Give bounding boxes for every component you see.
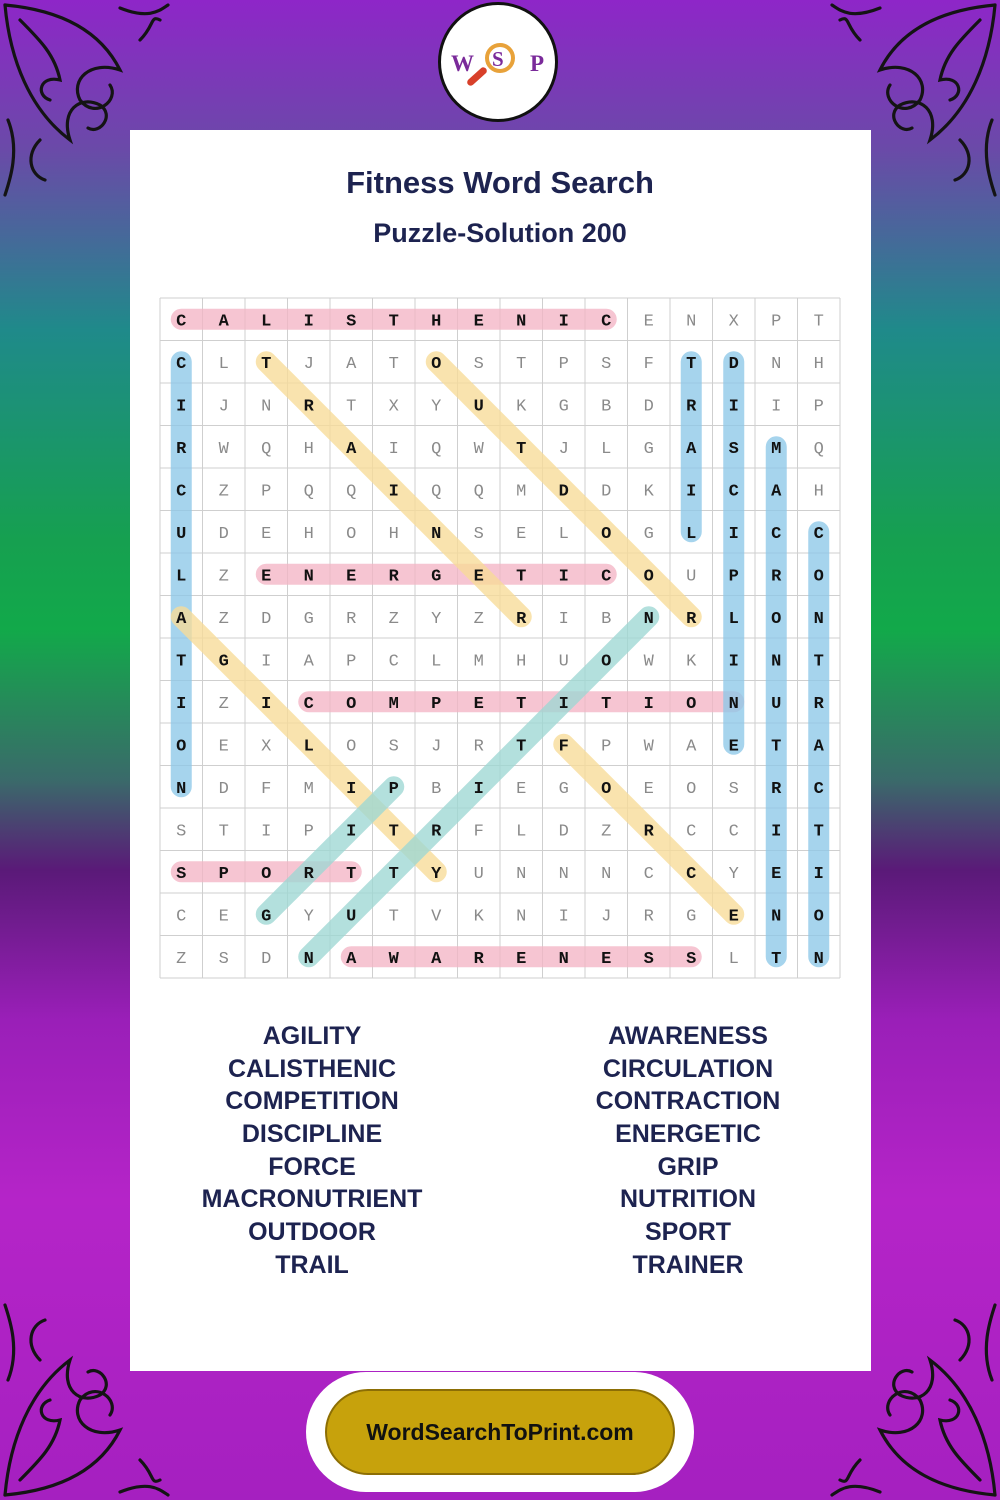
grid-letter: O [176,737,187,757]
grid-letter: E [643,312,654,332]
grid-letter: P [771,312,782,332]
word-list-item: MACRONUTRIENT [201,1185,423,1214]
grid-letter: R [643,907,654,927]
word-list-item: TRAINER [632,1250,744,1279]
grid-letter: W [643,737,654,757]
logo-letter-s: S [492,47,504,71]
grid-letter: U [771,694,782,714]
grid-letter: S [176,864,187,884]
grid-letter: S [176,822,187,842]
grid-letter: S [473,524,484,544]
grid-letter: O [346,524,357,544]
grid-letter: C [686,864,697,884]
grid-letter: U [346,907,357,927]
grid-letter: H [813,482,824,502]
grid-letter: Q [813,439,824,459]
grid-letter: K [686,652,697,672]
grid-letter: G [558,779,569,799]
grid-letter: T [346,397,357,417]
site-link-label: WordSearchToPrint.com [366,1418,634,1445]
grid-letter: R [516,609,527,629]
grid-letter: N [771,354,782,374]
grid-letter: R [771,779,782,799]
grid-letter: T [601,694,612,714]
grid-letter: E [473,312,484,332]
grid-letter: D [643,397,654,417]
grid-letter: S [601,354,612,374]
grid-letter: U [176,524,187,544]
grid-letter: Z [473,609,484,629]
grid-letter: L [261,312,272,332]
grid-letter: T [813,312,824,332]
grid-letter: O [686,779,697,799]
grid-letter: L [728,609,739,629]
grid-letter: Z [388,609,399,629]
grid-letter: S [728,439,739,459]
grid-letter: D [558,822,569,842]
grid-letter: I [813,864,824,884]
grid-letter: T [516,737,527,757]
grid-letter: N [516,864,527,884]
grid-letter: N [516,312,527,332]
grid-letter: P [218,864,229,884]
grid-letter: N [771,907,782,927]
grid-letter: A [431,949,442,969]
grid-letter: C [728,822,739,842]
grid-letter: U [686,567,697,587]
grid-letter: L [686,524,697,544]
grid-letter: I [771,397,782,417]
grid-letter: W [473,439,484,459]
grid-letter: R [303,864,314,884]
grid-letter: I [346,779,357,799]
grid-letter: D [558,482,569,502]
grid-letter: W [388,949,399,969]
logo-letter-p: P [530,51,545,76]
grid-letter: S [728,779,739,799]
grid-letter: N [813,609,824,629]
grid-letter: L [516,822,527,842]
grid-letter: S [686,949,697,969]
grid-letter: Z [218,694,229,714]
grid-letter: C [176,482,187,502]
grid-letter: X [388,397,399,417]
grid-letter: C [176,354,187,374]
site-link-button[interactable] [322,1386,678,1478]
grid-letter: N [261,397,272,417]
grid-letter: I [558,312,569,332]
logo-letter-w: W [451,51,474,76]
grid-letter: T [388,354,399,374]
word-list-item: FORCE [268,1152,356,1181]
word-list-item: CIRCULATION [602,1054,774,1083]
grid-letter: N [431,524,442,544]
grid-letter: T [516,439,527,459]
grid-letter: A [346,354,357,374]
grid-letter: C [176,907,187,927]
grid-letter: T [771,949,782,969]
grid-letter: S [643,949,654,969]
grid-letter: D [261,609,272,629]
grid-letter: C [303,694,314,714]
grid-letter: T [516,354,527,374]
grid-letter: L [431,652,442,672]
grid-letter: T [261,354,272,374]
grid-letter: C [813,779,824,799]
grid-letter: S [218,949,229,969]
word-list-item: NUTRITION [619,1185,757,1214]
grid-letter: O [346,694,357,714]
grid-letter: M [473,652,484,672]
grid-letter: I [261,694,272,714]
page-subtitle: Puzzle-Solution 200 [373,218,627,248]
grid-letter: C [388,652,399,672]
grid-letter: K [643,482,654,502]
grid-letter: H [813,354,824,374]
grid-letter: B [601,397,612,417]
grid-letter: I [261,652,272,672]
grid-letter: N [558,949,569,969]
grid-letter: Z [601,822,612,842]
grid-letter: Q [431,439,442,459]
grid-letter: G [303,609,314,629]
grid-letter: J [431,737,442,757]
grid-letter: F [261,779,272,799]
grid-letter: G [686,907,697,927]
grid-letter: Q [303,482,314,502]
grid-letter: P [388,779,399,799]
grid-letter: R [643,822,654,842]
grid-letter: N [728,694,739,714]
grid-letter: E [218,907,229,927]
word-list-item: AGILITY [262,1022,362,1050]
grid-letter: E [516,949,527,969]
grid-letter: O [601,652,612,672]
grid-letter: R [771,567,782,587]
grid-letter: I [261,822,272,842]
grid-letter: E [643,779,654,799]
grid-letter: Z [218,609,229,629]
word-list-right [528,1020,848,1282]
grid-letter: A [176,609,187,629]
grid-letter: Z [218,567,229,587]
grid-letter: A [218,312,229,332]
grid-letter: M [303,779,314,799]
grid-letter: J [218,397,229,417]
grid-letter: L [728,949,739,969]
grid-letter: E [218,737,229,757]
grid-letter: E [473,694,484,714]
grid-letter: N [516,907,527,927]
grid-letter: P [431,694,442,714]
grid-letter: Y [431,864,442,884]
grid-letter: F [643,354,654,374]
grid-letter: A [346,439,357,459]
grid-letter: I [558,694,569,714]
grid-letter: G [558,397,569,417]
grid-letter: O [601,779,612,799]
grid-letter: T [813,652,824,672]
grid-letter: C [601,312,612,332]
grid-letter: R [431,822,442,842]
grid-letter: E [346,567,357,587]
word-list-item: GRIP [657,1152,719,1181]
grid-letter: C [643,864,654,884]
grid-letter: I [728,652,739,672]
grid-letter: B [601,609,612,629]
grid-letter: D [728,354,739,374]
grid-letter: P [261,482,272,502]
grid-letter: J [558,439,569,459]
grid-letter: T [771,737,782,757]
grid-letter: I [346,822,357,842]
grid-letter: I [176,694,187,714]
grid-letter: T [388,864,399,884]
grid-letter: R [686,397,697,417]
grid-letter: I [643,694,654,714]
grid-letter: I [728,524,739,544]
grid-letter: O [813,907,824,927]
grid-letter: W [218,439,229,459]
grid-letter: G [643,439,654,459]
grid-letter: V [431,907,442,927]
grid-letter: N [643,609,654,629]
grid-letter: I [771,822,782,842]
word-list-item: AWARENESS [608,1022,768,1050]
grid-letter: M [771,439,782,459]
grid-letter: G [261,907,272,927]
grid-letter: N [686,312,697,332]
grid-letter: G [431,567,442,587]
grid-letter: Q [346,482,357,502]
grid-letter: A [686,439,697,459]
grid-letter: E [261,524,272,544]
grid-letter: J [601,907,612,927]
grid-letter: T [346,864,357,884]
grid-letter: P [346,652,357,672]
grid-letter: I [176,397,187,417]
word-list-item: ENERGETIC [615,1120,761,1149]
grid-letter: O [643,567,654,587]
grid-letter: F [558,737,569,757]
grid-letter: C [601,567,612,587]
grid-letter: P [558,354,569,374]
grid-letter: T [388,907,399,927]
grid-letter: Q [261,439,272,459]
grid-letter: T [686,354,697,374]
grid-letter: N [771,652,782,672]
grid-letter: C [813,524,824,544]
grid-letter: Q [473,482,484,502]
grid-letter: C [176,312,187,332]
grid-letter: P [601,737,612,757]
grid-letter: I [728,397,739,417]
grid-letter: I [388,482,399,502]
grid-letter: L [601,439,612,459]
grid-letter: L [303,737,314,757]
grid-letter: R [388,567,399,587]
word-list-item: CONTRACTION [595,1087,781,1116]
word-list-item: CALISTHENIC [227,1054,397,1083]
grid-letter: N [303,567,314,587]
grid-letter: W [643,652,654,672]
grid-letter: A [346,949,357,969]
grid-letter: I [558,907,569,927]
grid-letter: A [303,652,314,672]
grid-letter: O [601,524,612,544]
grid-letter: Z [176,949,187,969]
grid-letter: H [303,524,314,544]
grid-letter: Z [218,482,229,502]
grid-letter: H [388,524,399,544]
word-list-left [152,1020,472,1282]
grid-letter: I [686,482,697,502]
grid-letter: P [813,397,824,417]
grid-letter: Y [431,397,442,417]
grid-letter: Y [303,907,314,927]
grid-letter: D [218,524,229,544]
grid-letter: E [516,779,527,799]
grid-letter: S [473,354,484,374]
grid-letter: P [303,822,314,842]
word-list-item: TRAIL [275,1250,349,1279]
word-list-item: DISCIPLINE [241,1120,383,1149]
grid-letter: S [346,312,357,332]
grid-letter: G [643,524,654,544]
word-list-item: COMPETITION [225,1087,399,1116]
grid-letter: C [771,524,782,544]
grid-letter: M [516,482,527,502]
grid-letter: N [558,864,569,884]
grid-letter: R [473,737,484,757]
grid-letter: I [388,439,399,459]
grid-letter: J [303,354,314,374]
grid-letter: M [388,694,399,714]
word-list-item: SPORT [644,1218,732,1247]
grid-letter: Y [431,609,442,629]
grid-letter: D [601,482,612,502]
grid-letter: E [728,907,739,927]
word-list-item: OUTDOOR [248,1218,376,1247]
grid-letter: C [728,482,739,502]
grid-letter: X [261,737,272,757]
grid-letter: E [771,864,782,884]
grid-letter: O [813,567,824,587]
grid-letter: L [218,354,229,374]
grid-letter: H [303,439,314,459]
grid-letter: H [516,652,527,672]
grid-letter: I [303,312,314,332]
grid-letter: N [176,779,187,799]
grid-letter: B [431,779,442,799]
grid-letter: U [473,397,484,417]
grid-letter: T [813,822,824,842]
grid-letter: U [558,652,569,672]
grid-letter: R [303,397,314,417]
grid-letter: Y [728,864,739,884]
grid-letter: T [218,822,229,842]
grid-letter: I [558,567,569,587]
grid-letter: S [388,737,399,757]
grid-letter: O [346,737,357,757]
grid-letter: O [431,354,442,374]
grid-letter: Q [431,482,442,502]
grid-letter: A [686,737,697,757]
grid-letter: N [601,864,612,884]
grid-letter: I [558,609,569,629]
grid-letter: E [473,567,484,587]
grid-letter: X [728,312,739,332]
grid-letter: H [431,312,442,332]
grid-letter: L [176,567,187,587]
grid-letter: K [516,397,527,417]
grid-letter: T [388,312,399,332]
grid-letter: T [176,652,187,672]
grid-letter: R [346,609,357,629]
grid-letter: E [601,949,612,969]
grid-letter: R [813,694,824,714]
grid-letter: K [473,907,484,927]
grid-letter: G [218,652,229,672]
grid-letter: F [473,822,484,842]
grid-letter: N [813,949,824,969]
grid-letter: R [473,949,484,969]
grid-letter: C [686,822,697,842]
grid-letter: D [261,949,272,969]
grid-letter: O [261,864,272,884]
grid-letter: O [686,694,697,714]
grid-letter: A [771,482,782,502]
page-title: Fitness Word Search [346,165,654,200]
grid-letter: A [813,737,824,757]
grid-letter: T [516,567,527,587]
grid-letter: T [388,822,399,842]
grid-letter: E [728,737,739,757]
grid-letter: T [516,694,527,714]
grid-letter: U [473,864,484,884]
grid-letter: N [303,949,314,969]
grid-letter: O [771,609,782,629]
grid-letter: L [558,524,569,544]
grid-letter: E [516,524,527,544]
grid-letter: R [176,439,187,459]
grid-letter: R [686,609,697,629]
grid-letter: D [218,779,229,799]
grid-letter: E [261,567,272,587]
grid-letter: I [473,779,484,799]
grid-letter: P [728,567,739,587]
